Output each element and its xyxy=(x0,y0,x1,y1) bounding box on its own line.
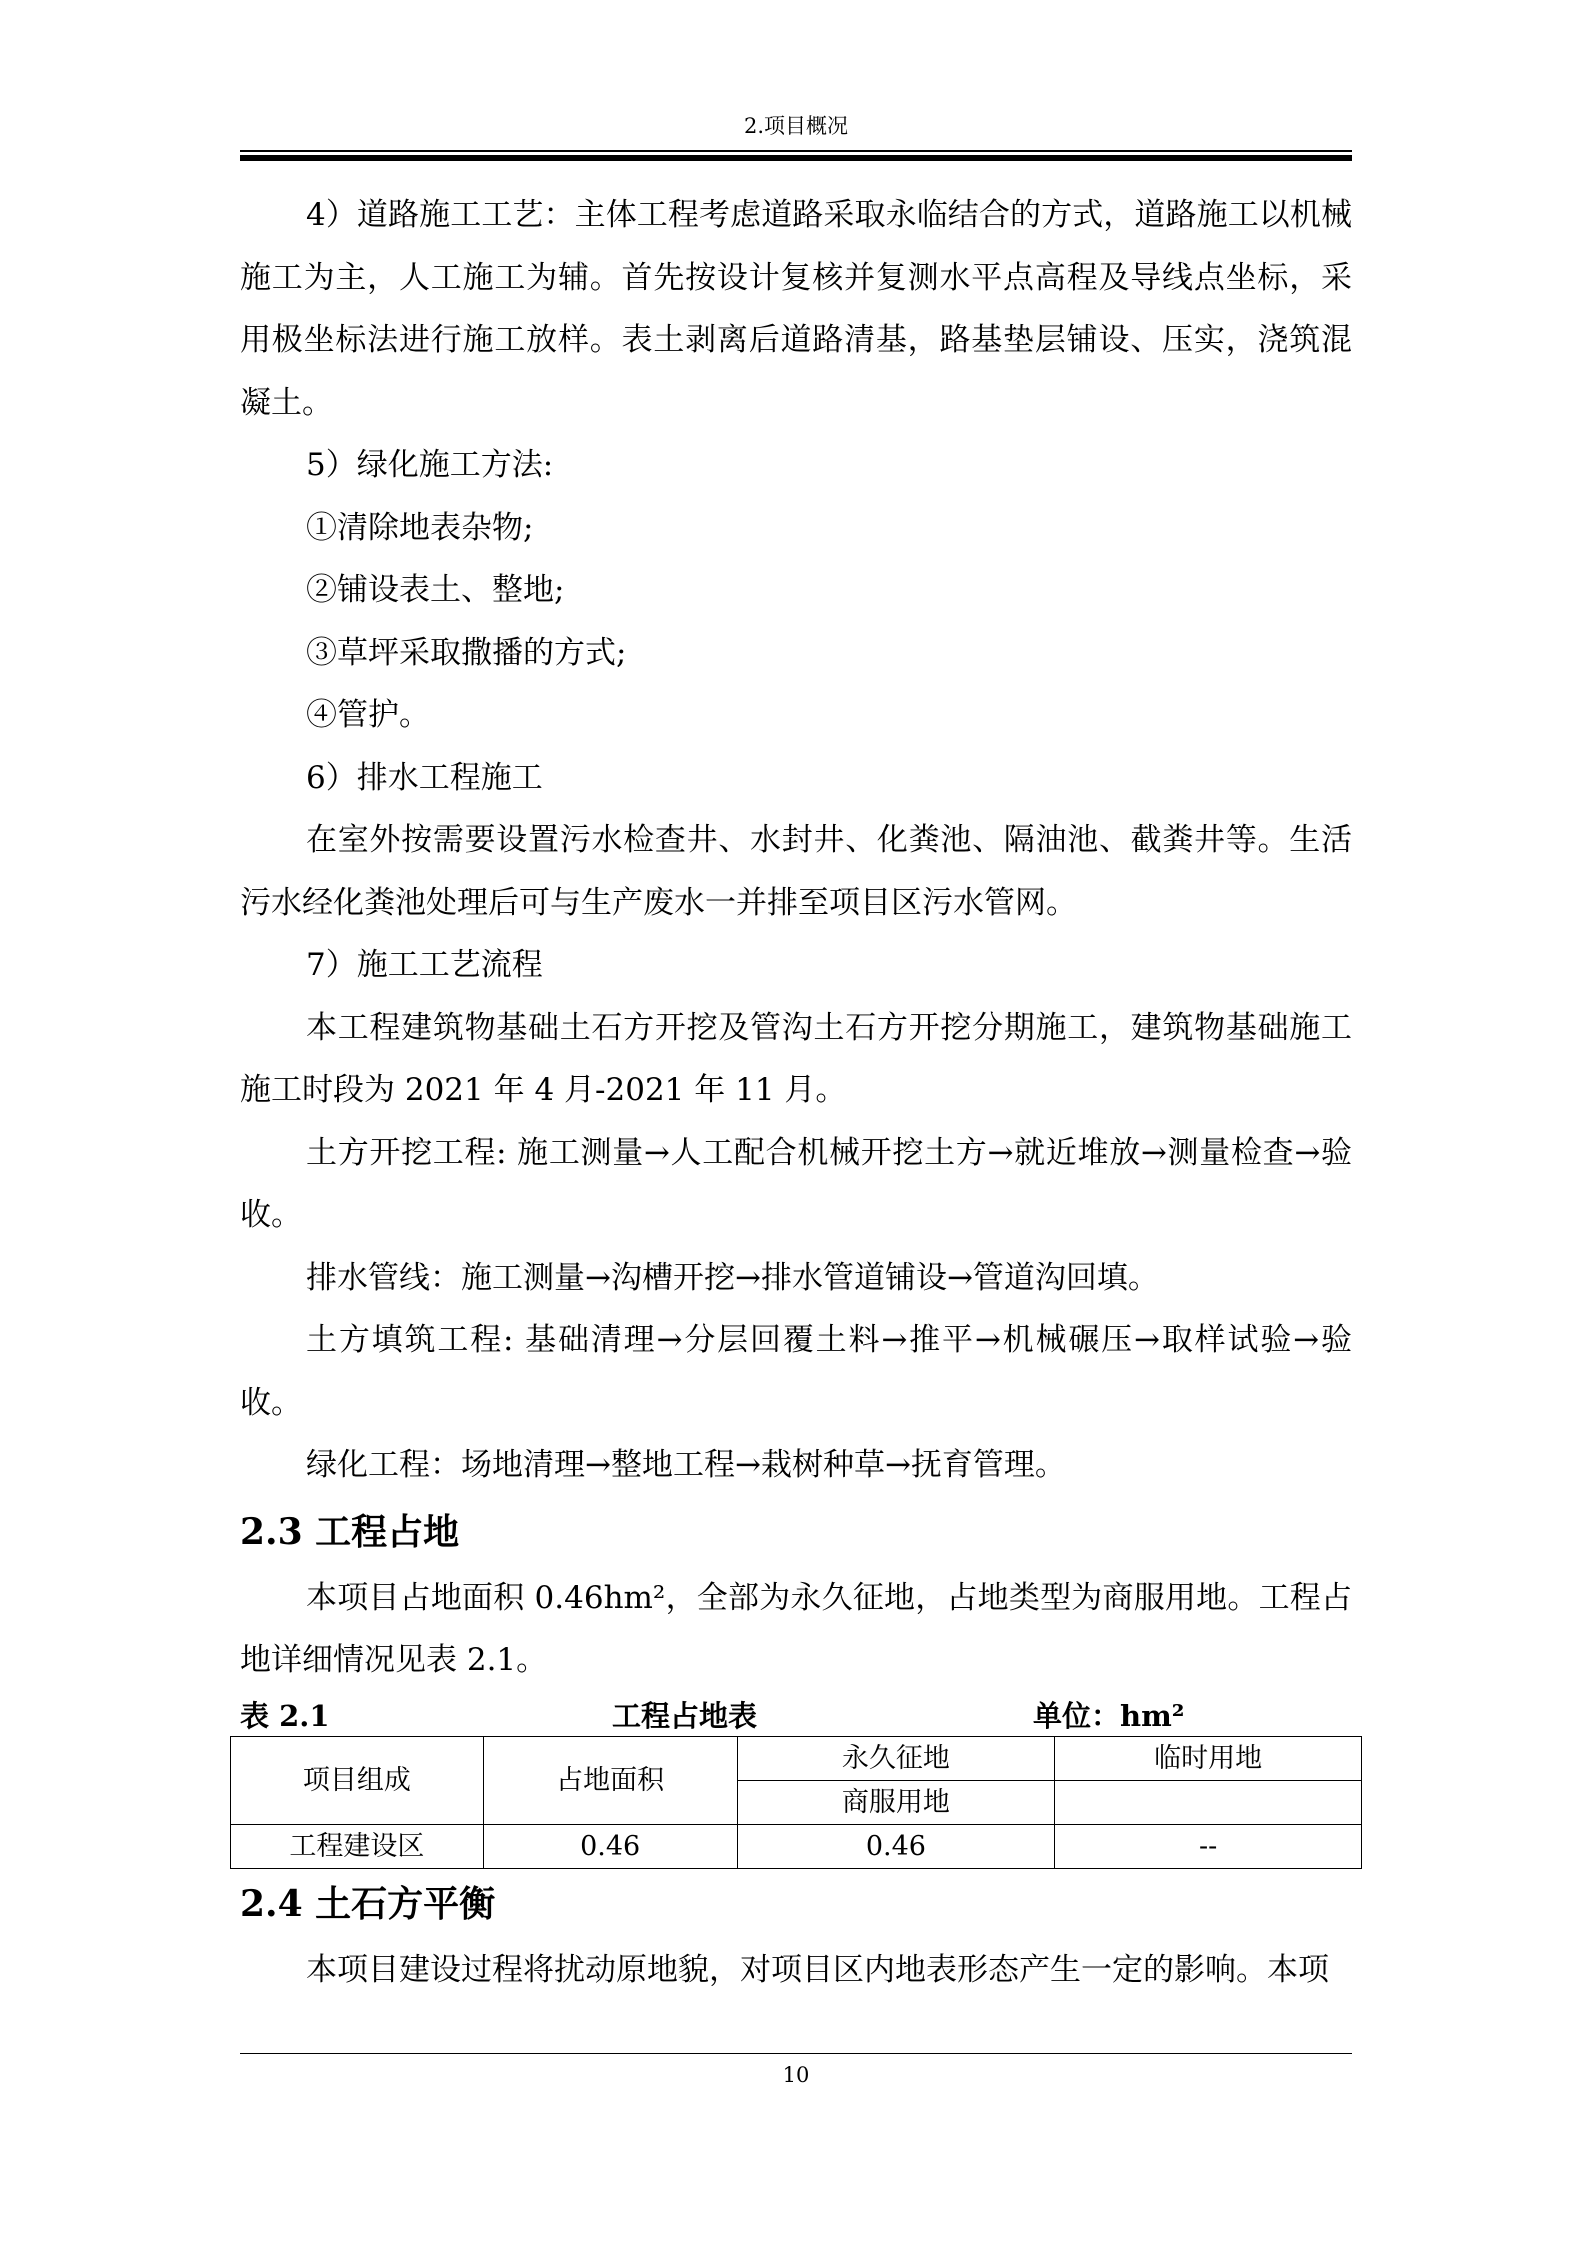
cell-component: 工程建设区 xyxy=(231,1824,484,1868)
header-cell-temporary-sub xyxy=(1055,1780,1362,1824)
land-occupation-table xyxy=(230,1736,1362,1869)
header-rule-thin xyxy=(240,150,1352,152)
running-header: 2.项目概况 xyxy=(743,114,849,138)
table-number: 表 2.1 xyxy=(240,1698,330,1733)
cell-permanent: 0.46 xyxy=(737,1824,1055,1868)
list-item-topsoil: ②铺设表土、整地; xyxy=(306,572,565,608)
paragraph-excavation-flow: 土方开挖工程: 施工测量→人工配合机械开挖土方→就近堆放→测量检查→验收。 xyxy=(240,1134,1352,1233)
header-cell-permanent: 永久征地 xyxy=(737,1736,1055,1780)
page-body xyxy=(240,184,1352,2001)
list-item-lawn-seeding: ③草坪采取撒播的方式; xyxy=(306,634,627,671)
header-rule xyxy=(240,150,1352,162)
paragraph-land-occupation: 本项目占地面积 0.46hm²，全部为永久征地，占地类型为商服用地。工程占地详细情况见表 2.1。 xyxy=(240,1579,1352,1678)
paragraph-drainage-flow: 排水管线：施工测量→沟槽开挖→排水管道铺设→管道沟回填。 xyxy=(306,1259,1159,1296)
header-cell-area: 占地面积 xyxy=(483,1736,737,1824)
paragraph-greening-method: 5）绿化施工方法: xyxy=(306,447,554,483)
section-heading-2-3: 2.3 工程占地 xyxy=(240,1510,460,1553)
header-cell-commercial: 商服用地 xyxy=(737,1780,1055,1824)
paragraph-process-heading: 7）施工工艺流程 xyxy=(306,947,543,983)
table-caption xyxy=(240,1696,1352,1736)
table-row xyxy=(231,1824,1362,1868)
footer-rule xyxy=(240,2053,1352,2054)
paragraph-drainage: 在室外按需要设置污水检查井、水封井、化粪池、隔油池、截粪井等。生活污水经化粪池处理后可与生产废水一并排至项目区污水管网。 xyxy=(240,822,1352,921)
table-unit: 单位：hm² xyxy=(1033,1698,1185,1733)
header-cell-temporary: 临时用地 xyxy=(1055,1736,1362,1780)
section-heading-2-4: 2.4 土石方平衡 xyxy=(240,1882,496,1925)
table-title: 工程占地表 xyxy=(612,1698,758,1733)
paragraph-earthwork: 本项目建设过程将扰动原地貌，对项目区内地表形态产生一定的影响。本项 xyxy=(306,1951,1329,1988)
page-number: 10 xyxy=(782,2063,810,2087)
list-item-maintenance: ④管护。 xyxy=(306,697,430,733)
paragraph-drainage-heading: 6）排水工程施工 xyxy=(306,759,543,796)
paragraph-greening-flow: 绿化工程：场地清理→整地工程→栽树种草→抚育管理。 xyxy=(306,1447,1066,1483)
header-cell-component: 项目组成 xyxy=(231,1736,484,1824)
paragraph-filling-flow: 土方填筑工程: 基础清理→分层回覆土料→推平→机械碾压→取样试验→验收。 xyxy=(240,1322,1352,1421)
paragraph-road-construction: 4）道路施工工艺：主体工程考虑道路采取永临结合的方式，道路施工以机械施工为主，人工施工为辅。首先按设计复核并复测水平点高程及导线点坐标，采用极坐标法进行施工放样。表土剥离后道路清基，路基垫层铺设、压实，浇筑混凝土。 xyxy=(240,197,1352,421)
paragraph-schedule: 本工程建筑物基础土石方开挖及管沟土石方开挖分期施工，建筑物基础施工施工时段为 2021 年 4 月-2021 年 11 月。 xyxy=(240,1009,1352,1108)
cell-area: 0.46 xyxy=(483,1824,737,1868)
header-rule-thick xyxy=(240,155,1352,161)
list-item-clear-debris: ①清除地表杂物; xyxy=(306,509,534,546)
cell-temporary: -- xyxy=(1055,1824,1362,1868)
table-header-row xyxy=(231,1736,1362,1780)
